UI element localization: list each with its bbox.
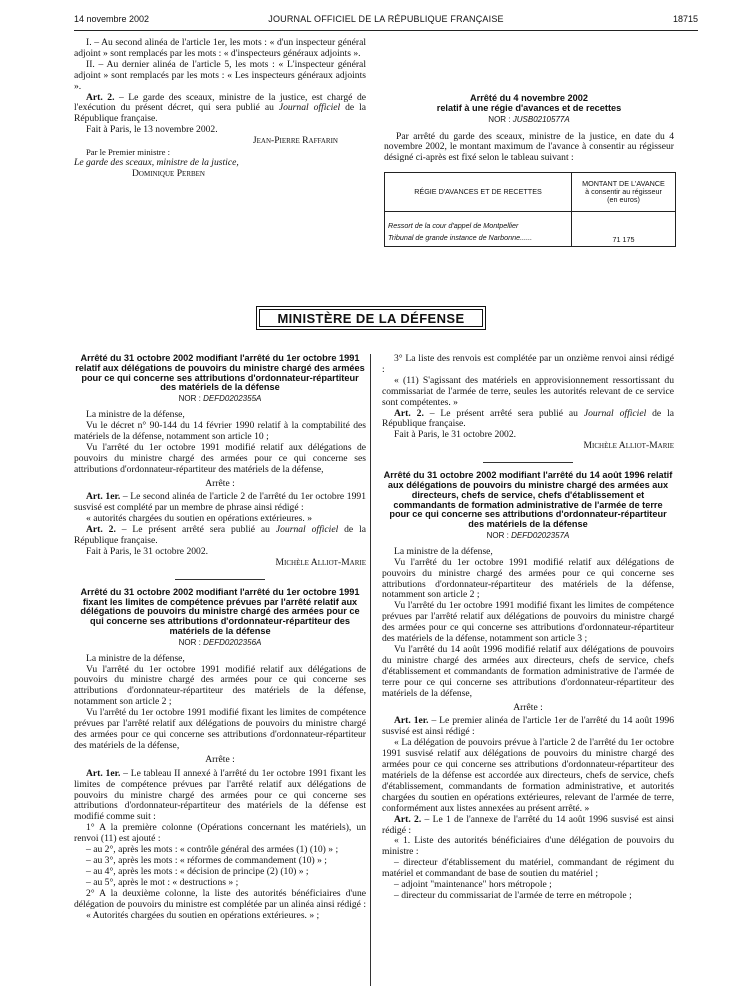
table-cell-amount: 71 175 [572, 212, 676, 247]
arrete1-signature: Michèle Alliot-Marie [275, 556, 366, 568]
arrete2-fait: Fait à Paris, le 31 octobre 2002. [394, 429, 517, 441]
separator [483, 462, 573, 463]
arrete-regie-text: Par arrêté du garde des sceaux, ministre de la justice, en date du 4 novembre 2002, le montant maximum de l'avance à consentir au régisseur désigné ci-après est fixé selon le tableau suivant : [384, 130, 674, 164]
table-row [385, 212, 676, 247]
arrete3-vu1: Vu l'arrêté du 1er octobre 1991 modifié relatif aux délégations de pouvoirs du ministre chargé des armées pour ce qui concerne ses attributions d'ordonnateur-répartiteur des matériels de la défense, notamment son article 2 ; [382, 556, 674, 601]
separator [175, 579, 265, 580]
left-column [74, 354, 366, 921]
signature: Jean-Pierre Raffarin [252, 135, 338, 147]
garde-name: Dominique Perben [132, 167, 205, 179]
fait-a: Fait à Paris, le 13 novembre 2002. [86, 124, 218, 136]
paragraph-II: II. – Au dernier alinéa de l'article 5, les mots : « L'inspecteur général adjoint » sont remplacés par les mots : « Les inspecteurs généraux adjoints ». [74, 58, 366, 92]
arrete3-vu2: Vu l'arrêté du 1er octobre 1991 modifié fixant les limites de compétence prévues par l'arrêté relatif aux délégations de pouvoirs du ministre chargé des armées pour ce qui concerne ses attributions d'ordonnateur-répartiteur des matériels de la défense, notamment son article 3 ; [382, 600, 674, 645]
arrete-regie [384, 94, 674, 247]
arrete3-arrete: Arrête : [513, 701, 543, 713]
arrete3-vu3: Vu l'arrêté du 14 août 1996 modifié relatif aux délégations de pouvoirs du ministre chargé des armées aux directeurs, chefs de service, chefs d'établissement et commandants de formation administrative de l'armée de terre pour ce qui concerne ses attributions d'ordonnateur-répartiteur des matériels de la défense, [382, 644, 674, 699]
header-page-number: 18715 [672, 14, 698, 24]
arrete2-dash1: – au 2°, après les mots : « contrôle général des armées (1) (10) » ; [86, 844, 339, 856]
header-date: 14 novembre 2002 [74, 14, 150, 24]
arrete1-nor: NOR : DEFD0202355A [178, 394, 262, 404]
arrete2-ministre: La ministre de la défense, [86, 652, 185, 664]
arrete-regie-title: Arrêté du 4 novembre 2002 relatif à une régie d'avances et de recettes [436, 93, 622, 113]
arrete1-ministre: La ministre de la défense, [86, 409, 185, 421]
header-journal-title: JOURNAL OFFICIEL DE LA RÉPUBLIQUE FRANÇAISE [268, 14, 504, 24]
arrete3-dash3: – directeur du commissariat de l'armée de terre en métropole ; [394, 889, 632, 901]
arrete2-quote: « Autorités chargées du soutien en opérations extérieures. » ; [86, 909, 320, 921]
arrete1-art2: Art. 2. – Le présent arrêté sera publié au Journal officiel de la République française. [74, 524, 366, 547]
ministry-heading-text: MINISTÈRE DE LA DÉFENSE [259, 309, 483, 327]
arrete3-dash1: – directeur d'établissement du matériel, commandant de régiment du matériel et commandant de base de soutien du matériel ; [382, 857, 674, 880]
arrete3-dash2: – adjoint "maintenance" hors métropole ; [394, 879, 552, 891]
arrete2-title: Arrêté du 31 octobre 2002 modifiant l'arrêté du 1er octobre 1991 fixant les limites de compétence prévues par l'arrêté relatif aux délégations de pouvoirs du ministre chargé des armées pour ce qui concerne ses attributions d'ordonnateur-répartiteur des matériels de la défense [80, 586, 360, 636]
table-header-regie: RÉGIE D'AVANCES ET DE RECETTES [385, 173, 572, 212]
arrete2-art2: Art. 2. – Le présent arrêté sera publié au Journal officiel de la République française. [382, 407, 674, 430]
arrete2-nor: NOR : DEFD0202356A [178, 637, 262, 647]
arrete2-quote3: « (11) S'agissant des matériels en approvisionnement ressortissant du commissariat de l'armée de terre, seules les autorités relevant de ce service sont compétentes. » [382, 374, 674, 408]
arrete1-quote: « autorités chargées du soutien en opérations extérieures. » [86, 513, 313, 525]
arrete2-signature: Michèle Alliot-Marie [583, 440, 674, 452]
arrete1-art1: Art. 1er. – Le second alinéa de l'article 2 de l'arrêté du 1er octobre 1991 susvisé est complété par un membre de phrase ainsi rédigé : [74, 491, 366, 514]
arrete1-title: Arrêté du 31 octobre 2002 modifiant l'arrêté du 1er octobre 1991 relatif aux délégations de pouvoirs du ministre chargé des armées pour ce qui concerne ses attributions d'ordonnateur-répartiteur des matériels de la défense [75, 353, 365, 393]
garde-des-sceaux: Le garde des sceaux, ministre de la justice, [74, 156, 239, 168]
arrete3-art2: Art. 2. – Le 1 de l'annexe de l'arrêté du 14 août 1996 susvisé est ainsi rédigé : [382, 813, 674, 836]
arrete1-fait: Fait à Paris, le 31 octobre 2002. [86, 545, 209, 557]
paragraph-I: I. – Au second alinéa de l'article 1er, les mots : « d'un inspecteur général adjoint » sont remplacés par les mots : « d'inspecteurs généraux adjoints ». [74, 37, 366, 59]
arrete2-vu1: Vu l'arrêté du 1er octobre 1991 modifié relatif aux délégations de pouvoirs du ministre chargé des armées pour ce qui concerne ses attributions d'ordonnateur-répartiteur des matériels de la défense, notamment son article 2 ; [74, 663, 366, 708]
column-divider [370, 354, 371, 986]
header-rule [74, 30, 698, 31]
arrete2-art1: Art. 1er. – Le tableau II annexé à l'arrêté du 1er octobre 1991 fixant les limites de compétence prévues par l'arrêté relatif aux délégations de pouvoirs du ministre chargé des armées pour ce qui concerne ses attributions d'ordonnateur-répartiteur des matériels de la défense est modifié comme suit : [74, 767, 366, 823]
page-header [74, 14, 698, 28]
arrete2-item2: 2° A la deuxième colonne, la liste des autorités bénéficiaires d'une délégation de pouvoirs du ministre est complétée par un alinéa ainsi rédigé : [74, 887, 366, 910]
arrete3-ministre: La ministre de la défense, [394, 545, 493, 557]
arrete1-vu1: Vu le décret n° 90-144 du 14 février 1990 relatif à la comptabilité des matériels de la défense, notamment son article 10 ; [74, 420, 366, 442]
arrete3-quote2: « 1. Liste des autorités bénéficiaires d'une délégation de pouvoirs du ministre : [382, 835, 674, 858]
arrete3-art1: Art. 1er. – Le premier alinéa de l'article 1er de l'arrêté du 14 août 1996 susvisé est ainsi rédigé : [382, 715, 674, 738]
arrete2-item1: 1° A la première colonne (Opérations concernant les matériels), un renvoi (11) est ajouté : [74, 822, 366, 845]
ministry-heading [256, 306, 486, 330]
par-premier-ministre: Par le Premier ministre : [86, 147, 171, 158]
arrete1-vu2: Vu l'arrêté du 1er octobre 1991 modifié relatif aux délégations de pouvoirs du ministre chargé des armées pour ce qui concerne ses attributions d'ordonnateur-répartiteur des matériels de la défense, [74, 441, 366, 475]
table-header-montant: MONTANT DE L'AVANCE à consentir au régisseur (en euros) [572, 173, 676, 212]
nor-line: NOR : JUSB0210577A [488, 114, 570, 124]
decret-end [74, 38, 366, 180]
arrete2-arrete: Arrête : [205, 753, 235, 765]
avances-table [384, 172, 676, 247]
arrete2-dash2: – au 3°, après les mots : « réformes de commandement (10) » ; [86, 854, 327, 866]
arrete2-dash4: – au 5°, après le mot : « destructions » ; [86, 876, 239, 888]
arrete2-item3: 3° La liste des renvois est complétée par un onzième renvoi ainsi rédigé : [382, 353, 674, 375]
arrete2-vu2: Vu l'arrêté du 1er octobre 1991 modifié fixant les limites de compétence prévues par l'arrêté relatif aux délégations de pouvoirs du ministre chargé des armées pour ce qui concerne ses attributions d'ordonnateur-répartiteur des matériels de la défense, [74, 707, 366, 751]
right-column [382, 354, 674, 902]
arrete3-title: Arrêté du 31 octobre 2002 modifiant l'arrêté du 14 août 1996 relatif aux délégations de pouvoirs du ministre chargé des armées aux directeurs, chefs de service, chefs d'établissement et commandants de formation administrative de l'armée de terre pour ce qui concerne ses attributions d'ordonnateur-répartiteur des matériels de la défense [383, 470, 673, 530]
arrete1-arrete: Arrête : [205, 477, 235, 489]
arrete3-quote1: « La délégation de pouvoirs prévue à l'article 2 de l'arrêté du 1er octobre 1991 susvisé relatif aux délégations de pouvoirs du ministre chargé des armées pour ce qui concerne ses attributions d'ordonnateur-répartiteur des matériels de la défense est accordée aux directeurs, chefs de service, chefs d'établissement, commandants de formation administrative, et autorités chargées du soutien en opérations extérieures, relevant de l'armée de terre, conformément aux listes annexées au présent arrêté. » [382, 737, 674, 814]
table-cell-regie: Ressort de la cour d'appel de Montpellier Tribunal de grande instance de Narbonne...... [385, 212, 572, 247]
article-2: Art. 2. – Le garde des sceaux, ministre de la justice, est chargé de l'exécution du présent décret, qui sera publié au Journal officiel de la République française. [74, 91, 366, 125]
arrete2-dash3: – au 4°, après les mots : « décision de principe (2) (10) » ; [86, 865, 309, 877]
arrete3-nor: NOR : DEFD0202357A [486, 530, 570, 540]
